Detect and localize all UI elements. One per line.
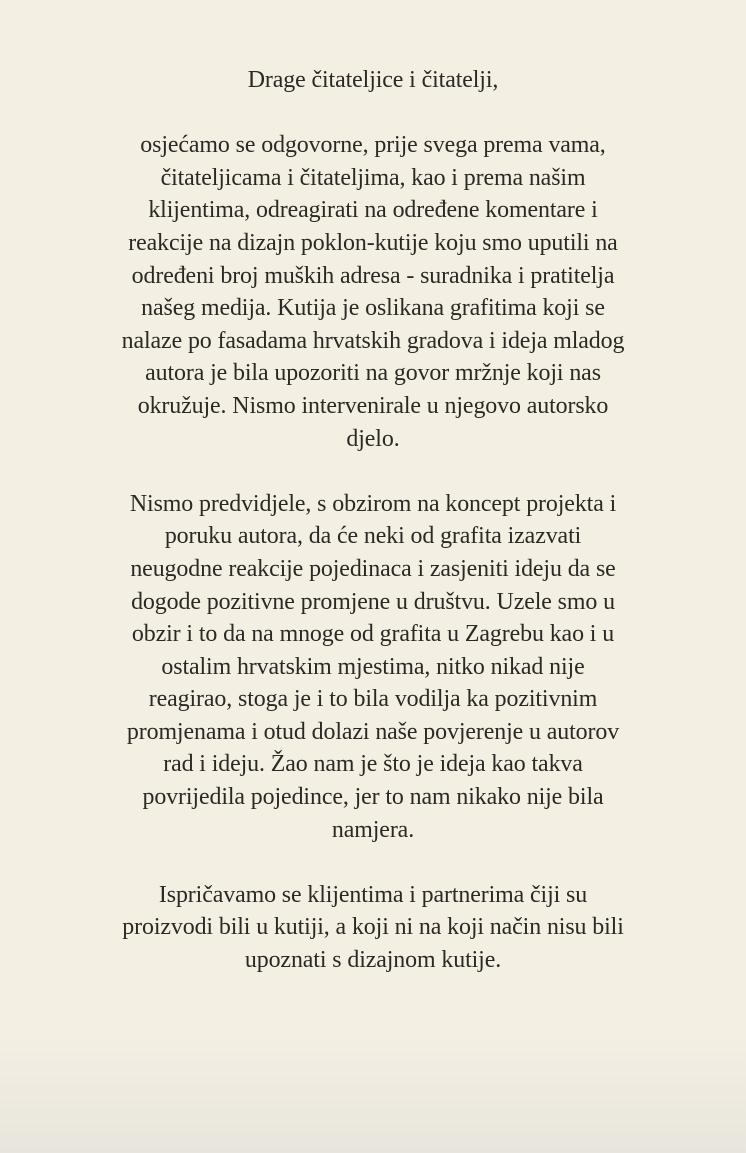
- paragraph-line: dogode pozitivne promjene u društvu. Uzele smo u: [131, 588, 615, 615]
- paragraph-line: našeg medija. Kutija je oslikana grafitima koji se: [141, 295, 605, 322]
- paragraph-line: obzir i to da na mnoge od grafita u Zagrebu kao i u: [131, 621, 615, 648]
- paragraph-line: određeni broj muških adresa - suradnika i pratitelja: [131, 262, 615, 289]
- paragraph-line: nalaze po fasadama hrvatskih gradova i ideja mladog: [121, 327, 625, 354]
- letter-body: [0, 64, 746, 1009]
- paragraph-line: reakcije na dizajn poklon-kutije koju smo uputili na: [128, 229, 618, 256]
- greeting: Drage čitateljice i čitatelji,: [247, 67, 499, 93]
- paragraph-line: proizvodi bili u kutiji, a koji ni na koji način nisu bili: [122, 914, 624, 941]
- paragraph-line: Nismo predvidjele, s obzirom na koncept projekta i: [129, 490, 617, 517]
- paragraph-line: čitateljicama i čitateljima, kao i prema našim: [160, 164, 586, 191]
- paragraph-line: neugodne reakcije pojedinaca i zasjeniti ideju da se: [130, 555, 616, 582]
- paragraph-line: klijentima, odreagirati na određene komentare i: [148, 197, 598, 224]
- paragraph-line: autora je bila upozoriti na govor mržnje koji nas: [145, 360, 601, 387]
- paragraph-line: osjećamo se odgovorne, prije svega prema vama,: [140, 132, 606, 159]
- paragraph-2: [0, 488, 746, 847]
- paragraph-line: djelo.: [346, 425, 400, 452]
- paragraph-line: poruku autora, da će neki od grafita izazvati: [164, 523, 582, 550]
- bottom-gradient: [0, 1033, 746, 1153]
- paragraph-3: [0, 879, 746, 977]
- paragraph-line: ostalim hrvatskim mjestima, nitko nikad nije: [161, 653, 585, 680]
- paragraph-line: reagirao, stoga je i to bila vodilja ka pozitivnim: [148, 686, 598, 713]
- paragraph-line: povrijedila pojedince, jer to nam nikako nije bila: [142, 784, 604, 811]
- paragraph-line: upoznati s dizajnom kutije.: [244, 947, 502, 974]
- paragraph-1: [0, 129, 746, 455]
- paragraph-line: promjenama i otud dolazi naše povjerenje u autorov: [126, 718, 620, 745]
- paragraph-line: Ispričavamo se klijentima i partnerima čiji su: [158, 881, 588, 908]
- paragraph-line: rad i ideju. Žao nam je što je ideja kao takva: [163, 751, 583, 778]
- paragraph-line: okružuje. Nismo intervenirale u njegovo autorsko: [137, 392, 609, 419]
- paragraph-line: namjera.: [331, 816, 415, 843]
